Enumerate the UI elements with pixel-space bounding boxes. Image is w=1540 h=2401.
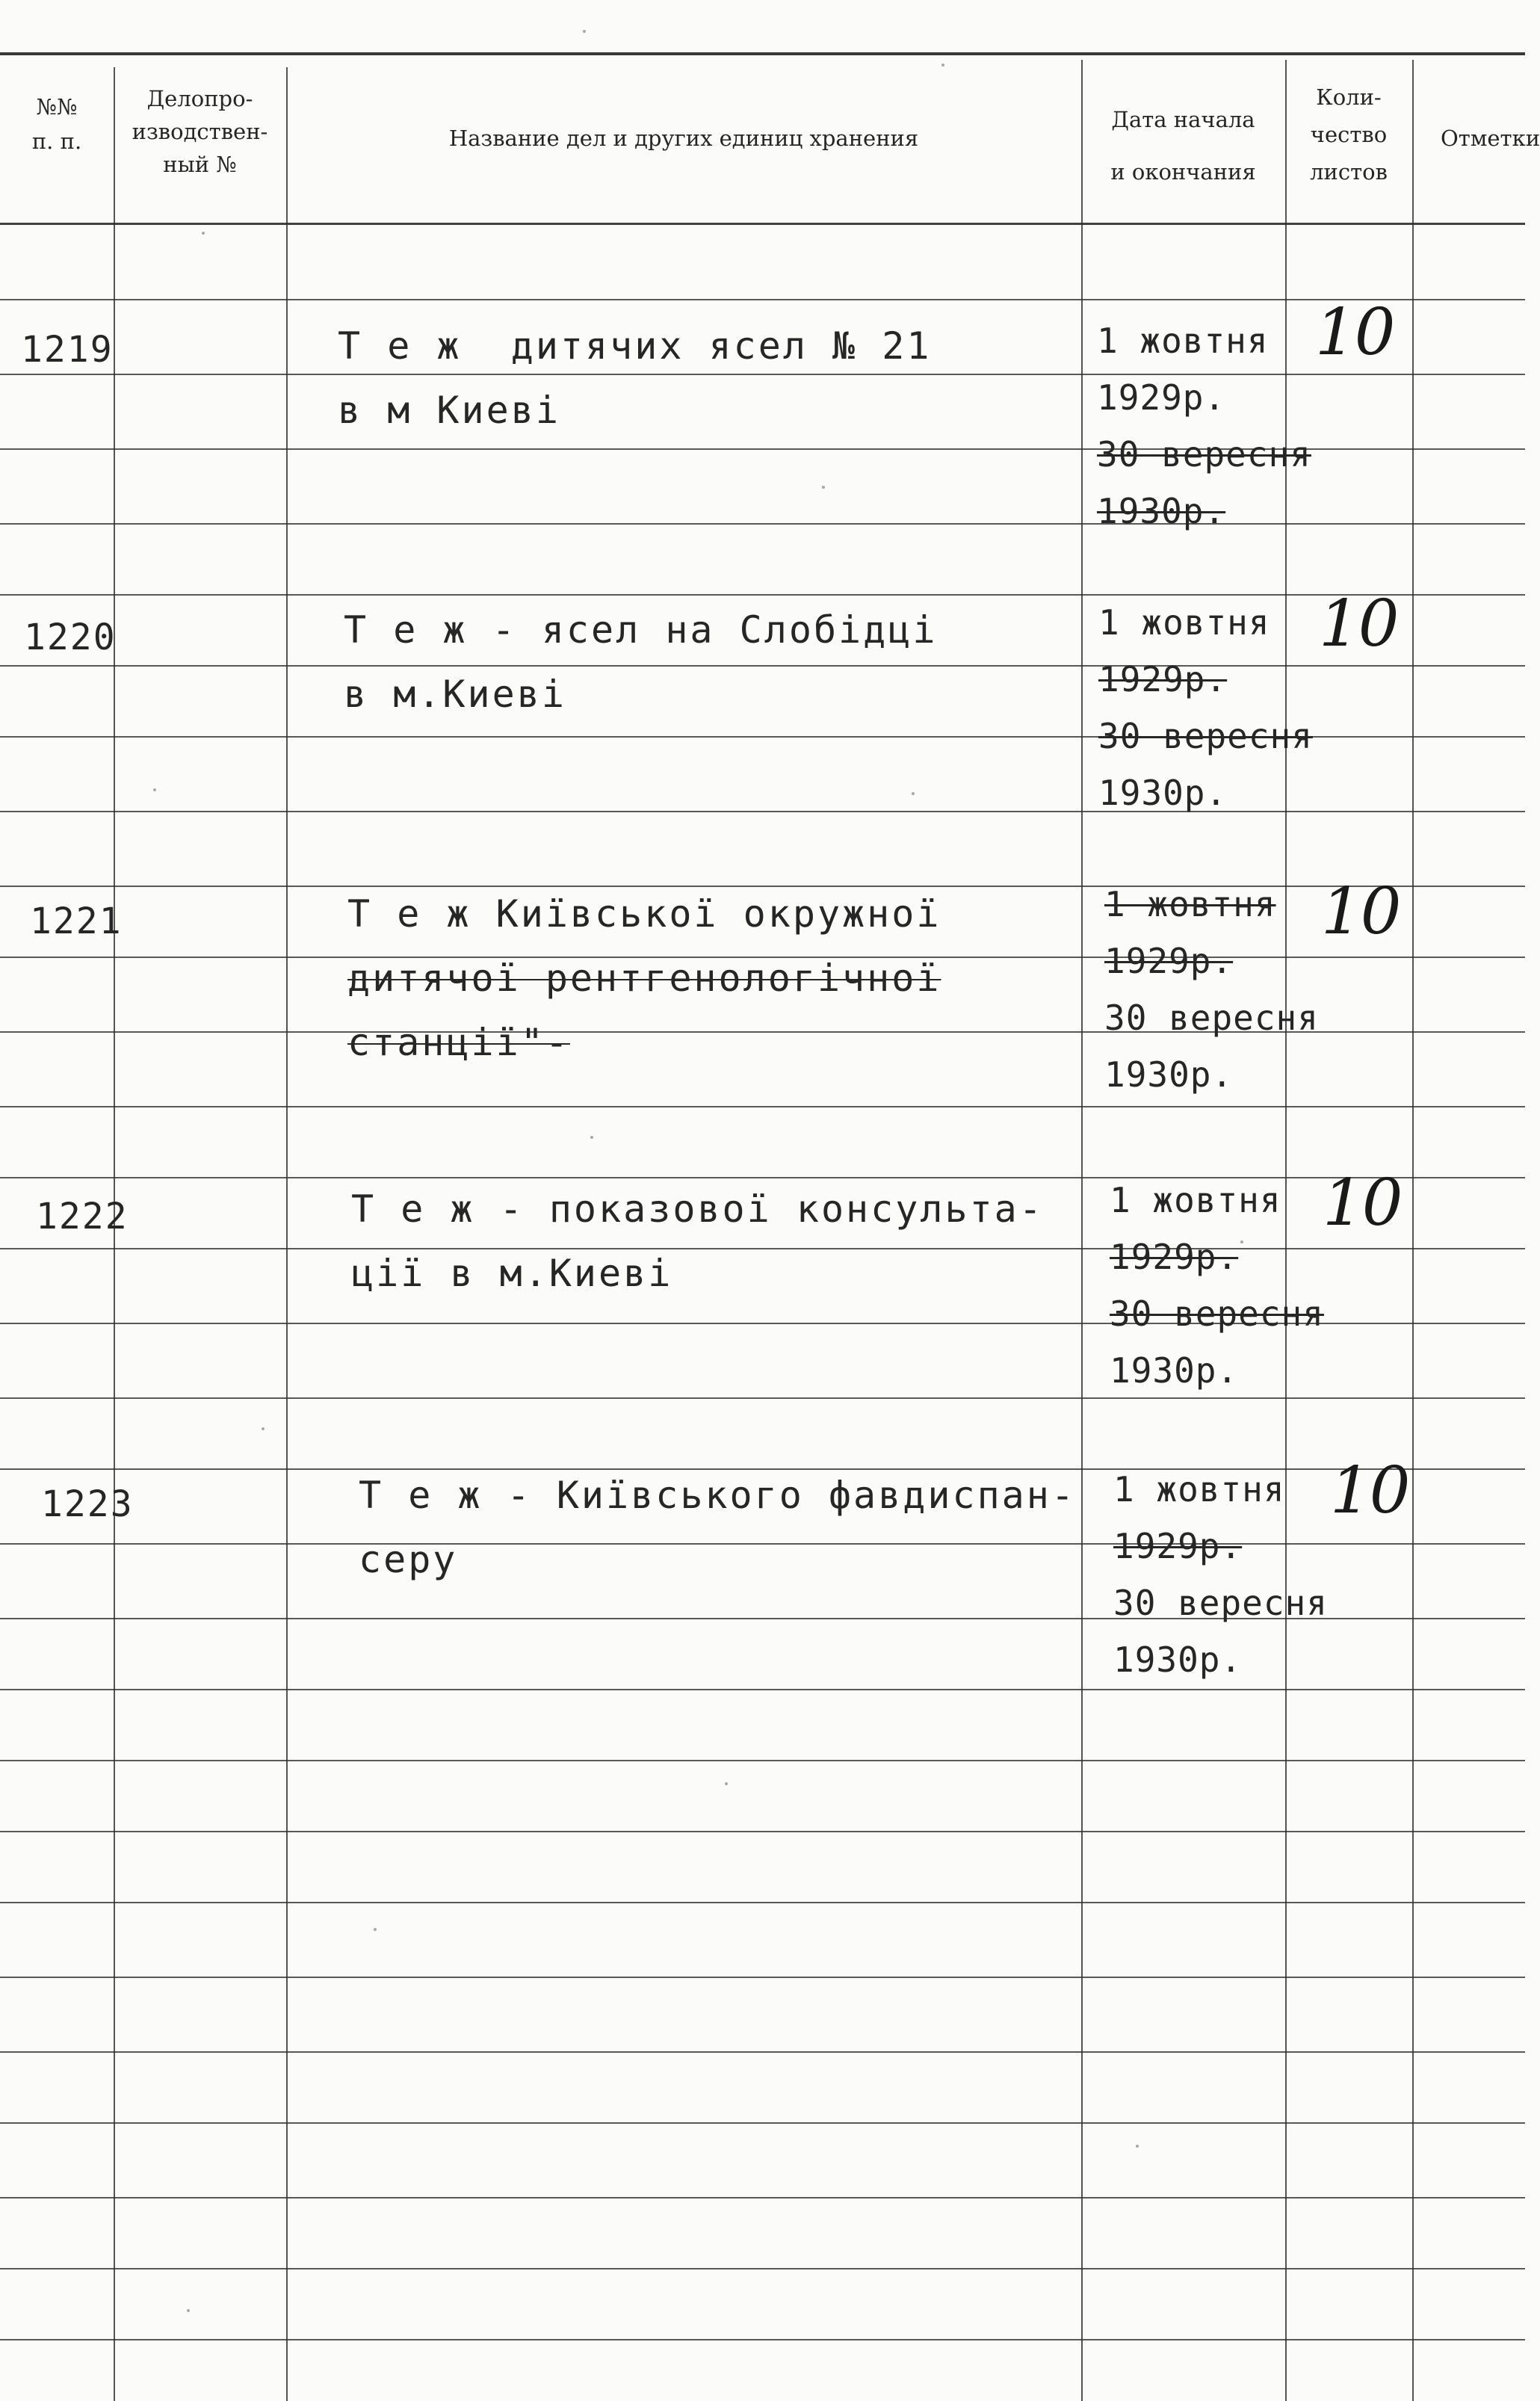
header-bottom-rule [0, 223, 1525, 225]
sheet-count: 10 [1319, 587, 1398, 661]
ruling-line [0, 1689, 1525, 1690]
row-number: 1222 [36, 1196, 129, 1237]
row-dates: 1 жовтня 1929р. 30 вересня 1930р. [1113, 1469, 1328, 1680]
ruling-line [0, 299, 1525, 300]
top-rule [0, 52, 1525, 55]
ruling-line [0, 1831, 1525, 1832]
column-divider [1412, 60, 1414, 2401]
sheet-count: 10 [1323, 1166, 1402, 1240]
sheet-count: 10 [1330, 1453, 1409, 1528]
row-title: Т е ж дитячих ясел № 21 в м Киеві [338, 324, 932, 432]
scan-speck [725, 1782, 728, 1785]
column-divider [1081, 60, 1083, 2401]
scan-speck [1136, 2145, 1139, 2148]
scan-speck [187, 2309, 190, 2312]
ruling-line [0, 1977, 1525, 1978]
scan-speck [583, 30, 586, 33]
ruling-line [0, 2197, 1525, 2198]
scan-speck [374, 1928, 377, 1931]
scan-speck [153, 788, 156, 791]
column-divider [286, 67, 288, 2401]
scan-speck [822, 486, 825, 489]
ruling-line [0, 2051, 1525, 2053]
ruling-line [0, 1902, 1525, 1903]
scan-speck [590, 1136, 593, 1139]
header-office-number: Делопро- изводствен- ный № [132, 86, 268, 177]
scan-speck [262, 1427, 265, 1430]
row-title: Т е ж - показової консульта- ції в м.Киеві [351, 1187, 1044, 1295]
sheet-count: 10 [1321, 874, 1400, 949]
header-dates: Дата начала и окончания [1110, 107, 1256, 185]
row-number: 1220 [24, 617, 117, 658]
header-number: №№ п. п. [31, 94, 82, 154]
row-title: Т е ж Київської окружної дитячої рентгенологічної станції"- [347, 892, 941, 1064]
row-dates: 1 жовтня 1929р. 30 вересня 1930р. [1110, 1180, 1324, 1391]
row-dates: 1 жовтня 1929р. 30 вересня 1930р. [1104, 884, 1319, 1095]
row-title: Т е ж - Київського фавдиспан- серу [359, 1474, 1076, 1581]
ruling-line [0, 1760, 1525, 1761]
scan-speck [941, 64, 944, 67]
header-sheet-count: Коли- чество листов [1310, 84, 1388, 185]
ruling-line [0, 2122, 1525, 2124]
row-dates: 1 жовтня 1929р. 30 вересня 1930р. [1097, 321, 1311, 531]
ruling-line [0, 2339, 1525, 2340]
row-title: Т е ж - ясел на Слобідці в м.Киеві [344, 608, 938, 716]
row-number: 1219 [21, 329, 114, 371]
row-number: 1223 [41, 1483, 134, 1525]
ruling-line [0, 2268, 1525, 2269]
row-dates: 1 жовтня 1929р. 30 вересня 1930р. [1098, 602, 1313, 813]
scan-speck [912, 792, 915, 795]
ruling-line [0, 1106, 1525, 1107]
scan-speck [1240, 1240, 1243, 1243]
header-notes: Отметки [1441, 126, 1540, 151]
scan-speck [202, 232, 205, 235]
header-title: Название дел и других единиц хранения [448, 126, 919, 151]
row-number: 1221 [30, 900, 123, 942]
sheet-count: 10 [1315, 295, 1394, 370]
